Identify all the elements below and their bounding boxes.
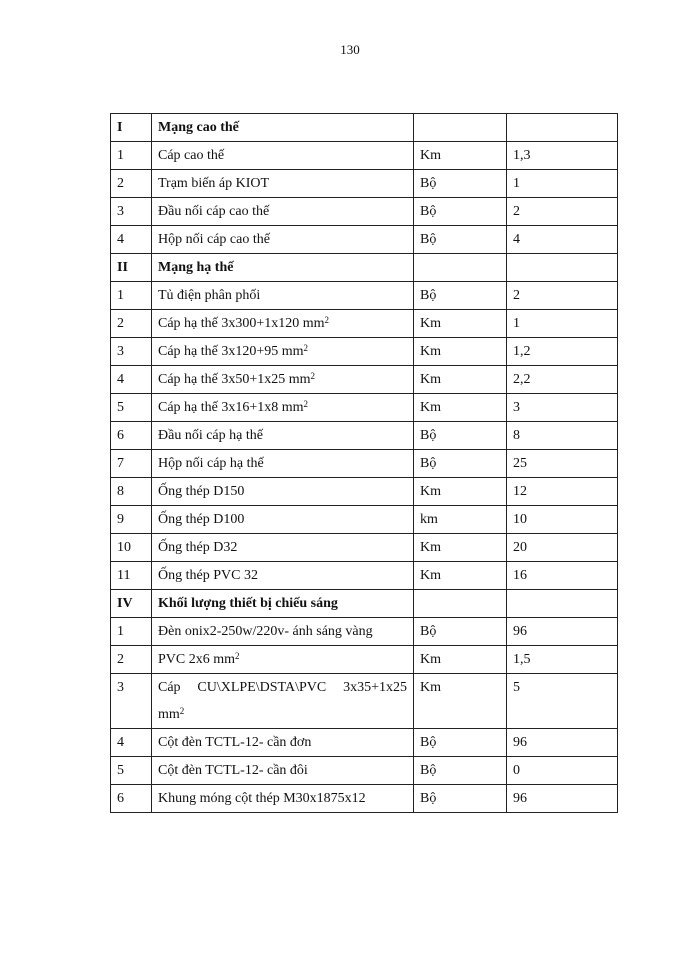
cell-qty [507,646,618,674]
cell-qty [507,674,618,729]
cell-qty [507,534,618,562]
cell-no [111,534,152,562]
cell-qty-text: 96 [513,735,527,750]
cell-qty [507,757,618,785]
cell-unit [414,729,507,757]
cell-qty-text: 96 [513,791,527,806]
table-row [111,394,618,422]
cell-no [111,646,152,674]
cell-qty-text: 2 [513,204,520,219]
cell-qty [507,785,618,813]
cell-name [152,394,414,422]
cell-name-text: Đèn onix2-250w/220v- ánh sáng vàng [158,624,373,639]
cell-no-text: 3 [117,344,124,359]
cell-qty-text: 10 [513,512,527,527]
cell-qty-text: 12 [513,484,527,499]
cell-qty [507,422,618,450]
cell-name [152,366,414,394]
cell-name [152,785,414,813]
cell-name-text: Ống thép PVC 32 [158,568,258,583]
table-row [111,198,618,226]
cell-no [111,310,152,338]
cell-no [111,142,152,170]
cell-name [152,142,414,170]
cell-no [111,450,152,478]
cell-no-text: 4 [117,735,124,750]
cell-no [111,562,152,590]
table-row [111,646,618,674]
cell-unit-text: Bộ [420,288,437,303]
cell-name-text: Cáp CU\XLPE\DSTA\PVC 3x35+1x25 mm [158,680,407,722]
cell-unit [414,170,507,198]
cell-unit [414,562,507,590]
cell-unit-text: Km [420,344,441,359]
cell-no-text: 6 [117,428,124,443]
cell-unit [414,422,507,450]
cell-no-text: 2 [117,176,124,191]
cell-qty-text: 20 [513,540,527,555]
cell-unit-text: Km [420,372,441,387]
cell-qty-text: 1,5 [513,652,531,667]
table-row [111,757,618,785]
cell-name-text: Khối lượng thiết bị chiếu sáng [158,596,338,611]
cell-no [111,226,152,254]
cell-unit-text: Bộ [420,204,437,219]
cell-unit-text: Bộ [420,176,437,191]
cell-qty-text: 96 [513,624,527,639]
cell-qty [507,338,618,366]
cell-unit [414,366,507,394]
cell-unit-text: Bộ [420,428,437,443]
superscript: 2 [179,706,185,716]
cell-no [111,422,152,450]
cell-qty-text: 1 [513,316,520,331]
cell-no [111,114,152,142]
cell-no-text: 1 [117,148,124,163]
cell-no [111,170,152,198]
cell-unit-text: Km [420,652,441,667]
table-row [111,366,618,394]
cell-no [111,729,152,757]
superscript: 2 [324,315,330,325]
table-row [111,282,618,310]
cell-name [152,450,414,478]
cell-no [111,618,152,646]
cell-no-text: 3 [117,680,124,695]
cell-name [152,422,414,450]
cell-unit-text: Km [420,400,441,415]
cell-name-text: Đầu nối cáp cao thế [158,204,270,219]
cell-no-text: 5 [117,763,124,778]
cell-unit [414,534,507,562]
cell-no [111,366,152,394]
cell-qty [507,170,618,198]
cell-unit [414,646,507,674]
cell-unit-text: Bộ [420,791,437,806]
cell-unit-text: Km [420,484,441,499]
cell-qty [507,450,618,478]
cell-no [111,282,152,310]
cell-no-text: 5 [117,400,124,415]
cell-no [111,785,152,813]
cell-name-text: PVC 2x6 mm [158,652,236,667]
cell-unit [414,226,507,254]
table-row [111,618,618,646]
table-row [111,729,618,757]
cell-unit [414,674,507,729]
cell-name-text: Ống thép D32 [158,540,238,555]
cell-name-text: Cáp hạ thế 3x120+95 mm [158,344,304,359]
cell-qty [507,590,618,618]
cell-name-text: Mạng hạ thế [158,260,234,275]
cell-no [111,757,152,785]
cell-qty-text: 1 [513,176,520,191]
cell-name [152,562,414,590]
cell-no-text: 2 [117,652,124,667]
cell-qty [507,562,618,590]
cell-no-text: 7 [117,456,124,471]
cell-no-text: 1 [117,624,124,639]
cell-no-text: 1 [117,288,124,303]
cell-no [111,478,152,506]
cell-unit [414,506,507,534]
cell-name [152,226,414,254]
cell-name [152,729,414,757]
cell-name [152,254,414,282]
cell-no [111,506,152,534]
superscript: 2 [310,371,316,381]
cell-qty-text: 5 [513,680,520,695]
cell-unit-text: Bộ [420,456,437,471]
cell-qty-text: 3 [513,400,520,415]
cell-qty-text: 16 [513,568,527,583]
cell-qty [507,114,618,142]
cell-no-text: 8 [117,484,124,499]
cell-no-text: 3 [117,204,124,219]
cell-unit [414,478,507,506]
cell-name [152,618,414,646]
table-row [111,450,618,478]
cell-no-text: I [117,120,123,135]
cell-name-text: Cột đèn TCTL-12- cần đơn [158,735,312,750]
cell-name [152,590,414,618]
cell-unit [414,114,507,142]
cell-name-text: Đầu nối cáp hạ thế [158,428,263,443]
cell-name-text: Cột đèn TCTL-12- cần đôi [158,763,308,778]
section-row [111,590,618,618]
cell-no [111,394,152,422]
cell-name-text: Ống thép D150 [158,484,245,499]
cell-qty-text: 1,3 [513,148,531,163]
cell-name [152,338,414,366]
cell-qty-text: 8 [513,428,520,443]
table-row [111,226,618,254]
cell-unit [414,198,507,226]
cell-qty [507,142,618,170]
cell-qty-text: 0 [513,763,520,778]
cell-unit [414,394,507,422]
cell-name-text: Cáp hạ thế 3x50+1x25 mm [158,372,311,387]
cell-no-text: II [117,260,128,275]
cell-no-text: 10 [117,540,131,555]
cell-unit-text: km [420,512,438,527]
cell-no-text: 4 [117,372,124,387]
cell-name-text: Tủ điện phân phối [158,288,261,303]
cell-name-text: Cáp hạ thế 3x16+1x8 mm [158,400,304,415]
cell-name [152,310,414,338]
cell-unit [414,450,507,478]
cell-no [111,674,152,729]
cell-name [152,674,414,729]
cell-name-text: Cáp cao thế [158,148,225,163]
cell-name [152,534,414,562]
cell-qty [507,394,618,422]
cell-unit [414,757,507,785]
cell-name-text: Hộp nối cáp cao thế [158,232,270,247]
table-row [111,142,618,170]
cell-name [152,198,414,226]
superscript: 2 [235,651,240,661]
cell-no-text: IV [117,596,133,611]
cell-no [111,198,152,226]
table-row [111,310,618,338]
cell-unit-text: Km [420,316,441,331]
cell-name-text: Ống thép D100 [158,512,245,527]
cell-no-text: 9 [117,512,124,527]
cell-name [152,282,414,310]
cell-qty [507,478,618,506]
cell-qty-text: 1,2 [513,344,531,359]
cell-no [111,338,152,366]
table-row [111,478,618,506]
cell-name [152,478,414,506]
cell-no [111,254,152,282]
cell-unit [414,785,507,813]
cell-unit [414,254,507,282]
table-row [111,422,618,450]
cell-unit [414,338,507,366]
cell-name-text: Cáp hạ thế 3x300+1x120 mm [158,316,325,331]
cell-unit [414,282,507,310]
cell-unit-text: Bộ [420,735,437,750]
table-row [111,170,618,198]
equipment-table [110,113,618,813]
cell-unit [414,310,507,338]
section-row [111,254,618,282]
cell-qty [507,729,618,757]
cell-no-text: 6 [117,791,124,806]
cell-no-text: 4 [117,232,124,247]
cell-name [152,506,414,534]
cell-qty-text: 25 [513,456,527,471]
cell-name [152,646,414,674]
cell-qty-text: 4 [513,232,520,247]
cell-qty [507,198,618,226]
cell-qty [507,366,618,394]
table-row [111,785,618,813]
cell-unit-text: Km [420,148,441,163]
cell-qty [507,226,618,254]
cell-unit-text: Bộ [420,763,437,778]
cell-name [152,170,414,198]
section-row [111,114,618,142]
cell-qty [507,254,618,282]
table-row [111,534,618,562]
cell-name-text: Mạng cao thế [158,120,239,135]
cell-qty [507,310,618,338]
cell-qty-text: 2,2 [513,372,531,387]
table-row [111,562,618,590]
cell-unit-text: Bộ [420,232,437,247]
superscript: 2 [303,343,309,353]
cell-no [111,590,152,618]
superscript: 2 [303,399,309,409]
cell-name [152,757,414,785]
cell-qty-text: 2 [513,288,520,303]
cell-unit-text: Km [420,540,441,555]
cell-name-text: Hộp nối cáp hạ thế [158,456,264,471]
cell-no-text: 11 [117,568,131,583]
cell-qty [507,506,618,534]
cell-qty [507,618,618,646]
cell-unit-text: Bộ [420,624,437,639]
cell-unit [414,142,507,170]
cell-qty [507,282,618,310]
cell-name [152,114,414,142]
cell-unit [414,618,507,646]
table-row [111,506,618,534]
cell-unit-text: Km [420,680,441,695]
cell-unit-text: Km [420,568,441,583]
table-row [111,674,618,729]
cell-name-text: Khung móng cột thép M30x1875x12 [158,791,366,806]
cell-name-text: Trạm biến áp KIOT [158,176,270,191]
cell-no-text: 2 [117,316,124,331]
table-row [111,338,618,366]
cell-unit [414,590,507,618]
page-number: 130 [340,42,360,57]
